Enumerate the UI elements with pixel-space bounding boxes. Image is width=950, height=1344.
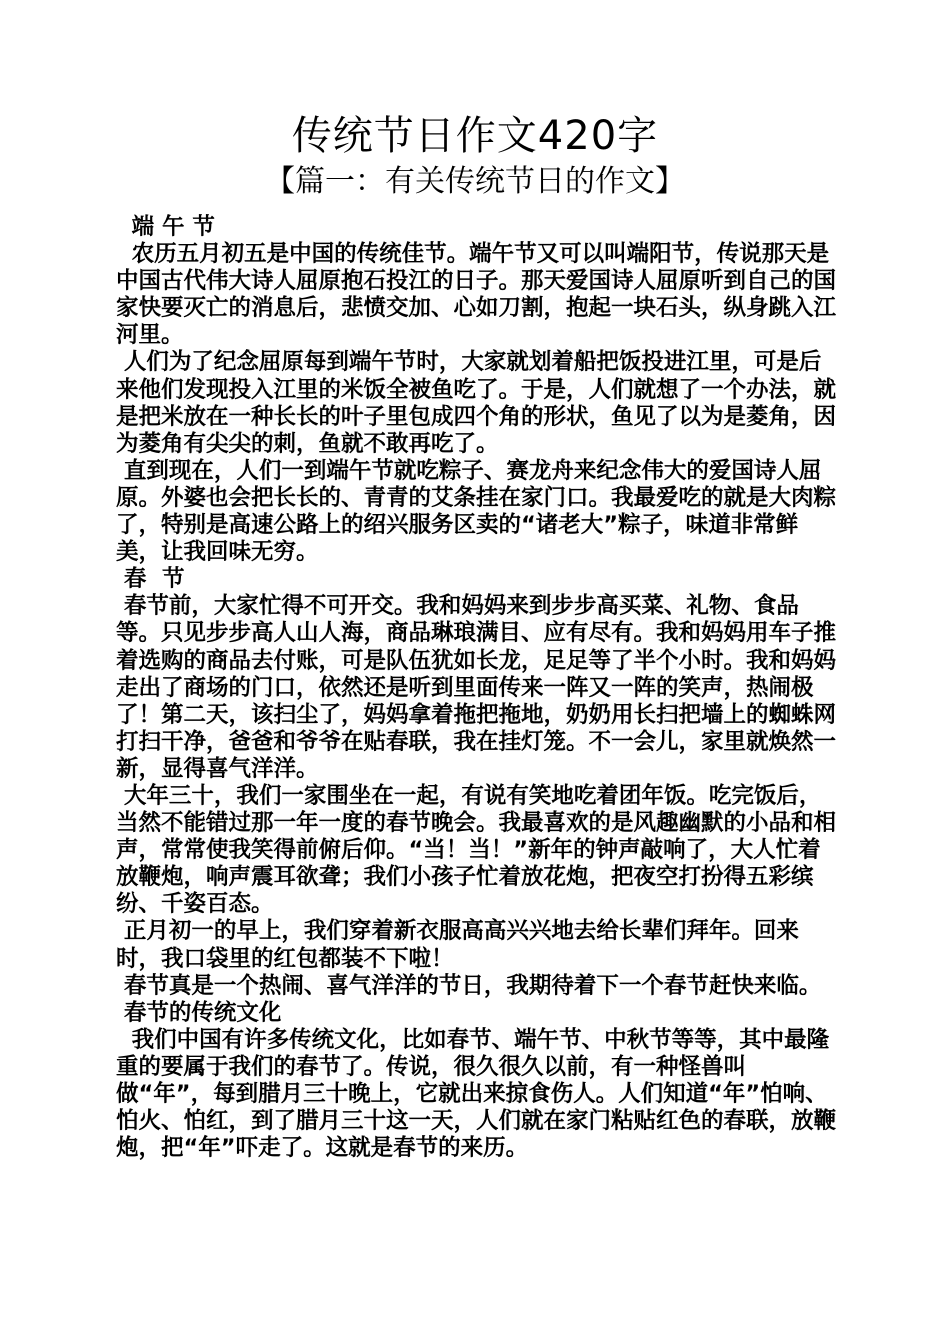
document-subtitle: 【篇一：有关传统节日的作文】 bbox=[265, 164, 685, 199]
essay-body bbox=[116, 214, 841, 1162]
paragraph: 正月初一的早上，我们穿着新衣服高高兴兴地去给长辈们拜年。回来时，我口袋里的红包都装不下啦！ bbox=[116, 918, 799, 972]
paragraph: 大年三十，我们一家围坐在一起，有说有笑地吃着团年饭。吃完饭后，当然不能错过那一年一度的春节晚会。我最喜欢的是风趣幽默的小品和相声，常常使我笑得前俯后仰。“当！当！”新年的钟声敲响了，大人忙着放鞭炮，响声震耳欲聋；我们小孩子忙着放花炮，把夜空打扮得五彩缤纷、千姿百态。 bbox=[116, 782, 837, 918]
section-heading-duanwu: 端 午 节 bbox=[116, 214, 215, 240]
paragraph: 春节前，大家忙得不可开交。我和妈妈来到步步高买菜、礼物、食品等。只见步步高人山人海，商品琳琅满目、应有尽有。我和妈妈用车子推着选购的商品去付账，可是队伍犹如长龙，足足等了半个小时。我和妈妈走出了商场的门口，依然还是听到里面传来一阵又一阵的笑声，热闹极了！第二天，该扫尘了，妈妈拿着拖把拖地，奶奶用长扫把墙上的蜘蛛网打扫干净，爸爸和爷爷在贴春联，我在挂灯笼。不一会儿，家里就焕然一新，显得喜气洋洋。 bbox=[116, 593, 837, 782]
paragraph: 农历五月初五是中国的传统佳节。端午节又可以叫端阳节，传说那天是中国古代伟大诗人屈原抱石投江的日子。那天爱国诗人屈原听到自己的国家快要灭亡的消息后，悲愤交加、心如刀割，抱起一块石头，纵身跳入江河里。 bbox=[116, 241, 837, 349]
paragraph: 我们中国有许多传统文化，比如春节、端午节、中秋节等等，其中最隆重的要属于我们的春节了。传说，很久很久以前，有一种怪兽叫做“年”，每到腊月三十晚上，它就出来掠食伤人。人们知道“年”怕响、怕火、怕红，到了腊月三十这一天，人们就在家门粘贴红色的春联，放鞭炮，把“年”吓走了。这就是春节的来历。 bbox=[116, 1026, 837, 1162]
section-heading-culture: 春节的传统文化 bbox=[116, 999, 282, 1026]
document-title: 传统节日作文420字 bbox=[291, 113, 659, 159]
paragraph: 直到现在，人们一到端午节就吃粽子、赛龙舟来纪念伟大的爱国诗人屈原。外婆也会把长长的、青青的艾条挂在家门口。我最爱吃的就是大肉粽了，特别是高速公路上的绍兴服务区卖的“诸老大”粽子，味道非常鲜美，让我回味无穷。 bbox=[116, 457, 837, 566]
paragraph: 春节真是一个热闹、喜气洋洋的节日，我期待着下一个春节赶快来临。 bbox=[116, 972, 822, 999]
section-heading-chunjie: 春 节 bbox=[116, 566, 185, 593]
paragraph: 人们为了纪念屈原每到端午节时，大家就划着船把饭投进江里，可是后来他们发现投入江里的米饭全被鱼吃了。于是，人们就想了一个办法，就是把米放在一种长长的叶子里包成四个角的形状，鱼见了以为是菱角，因为菱角有尖尖的刺，鱼就不敢再吃了。 bbox=[116, 349, 837, 457]
